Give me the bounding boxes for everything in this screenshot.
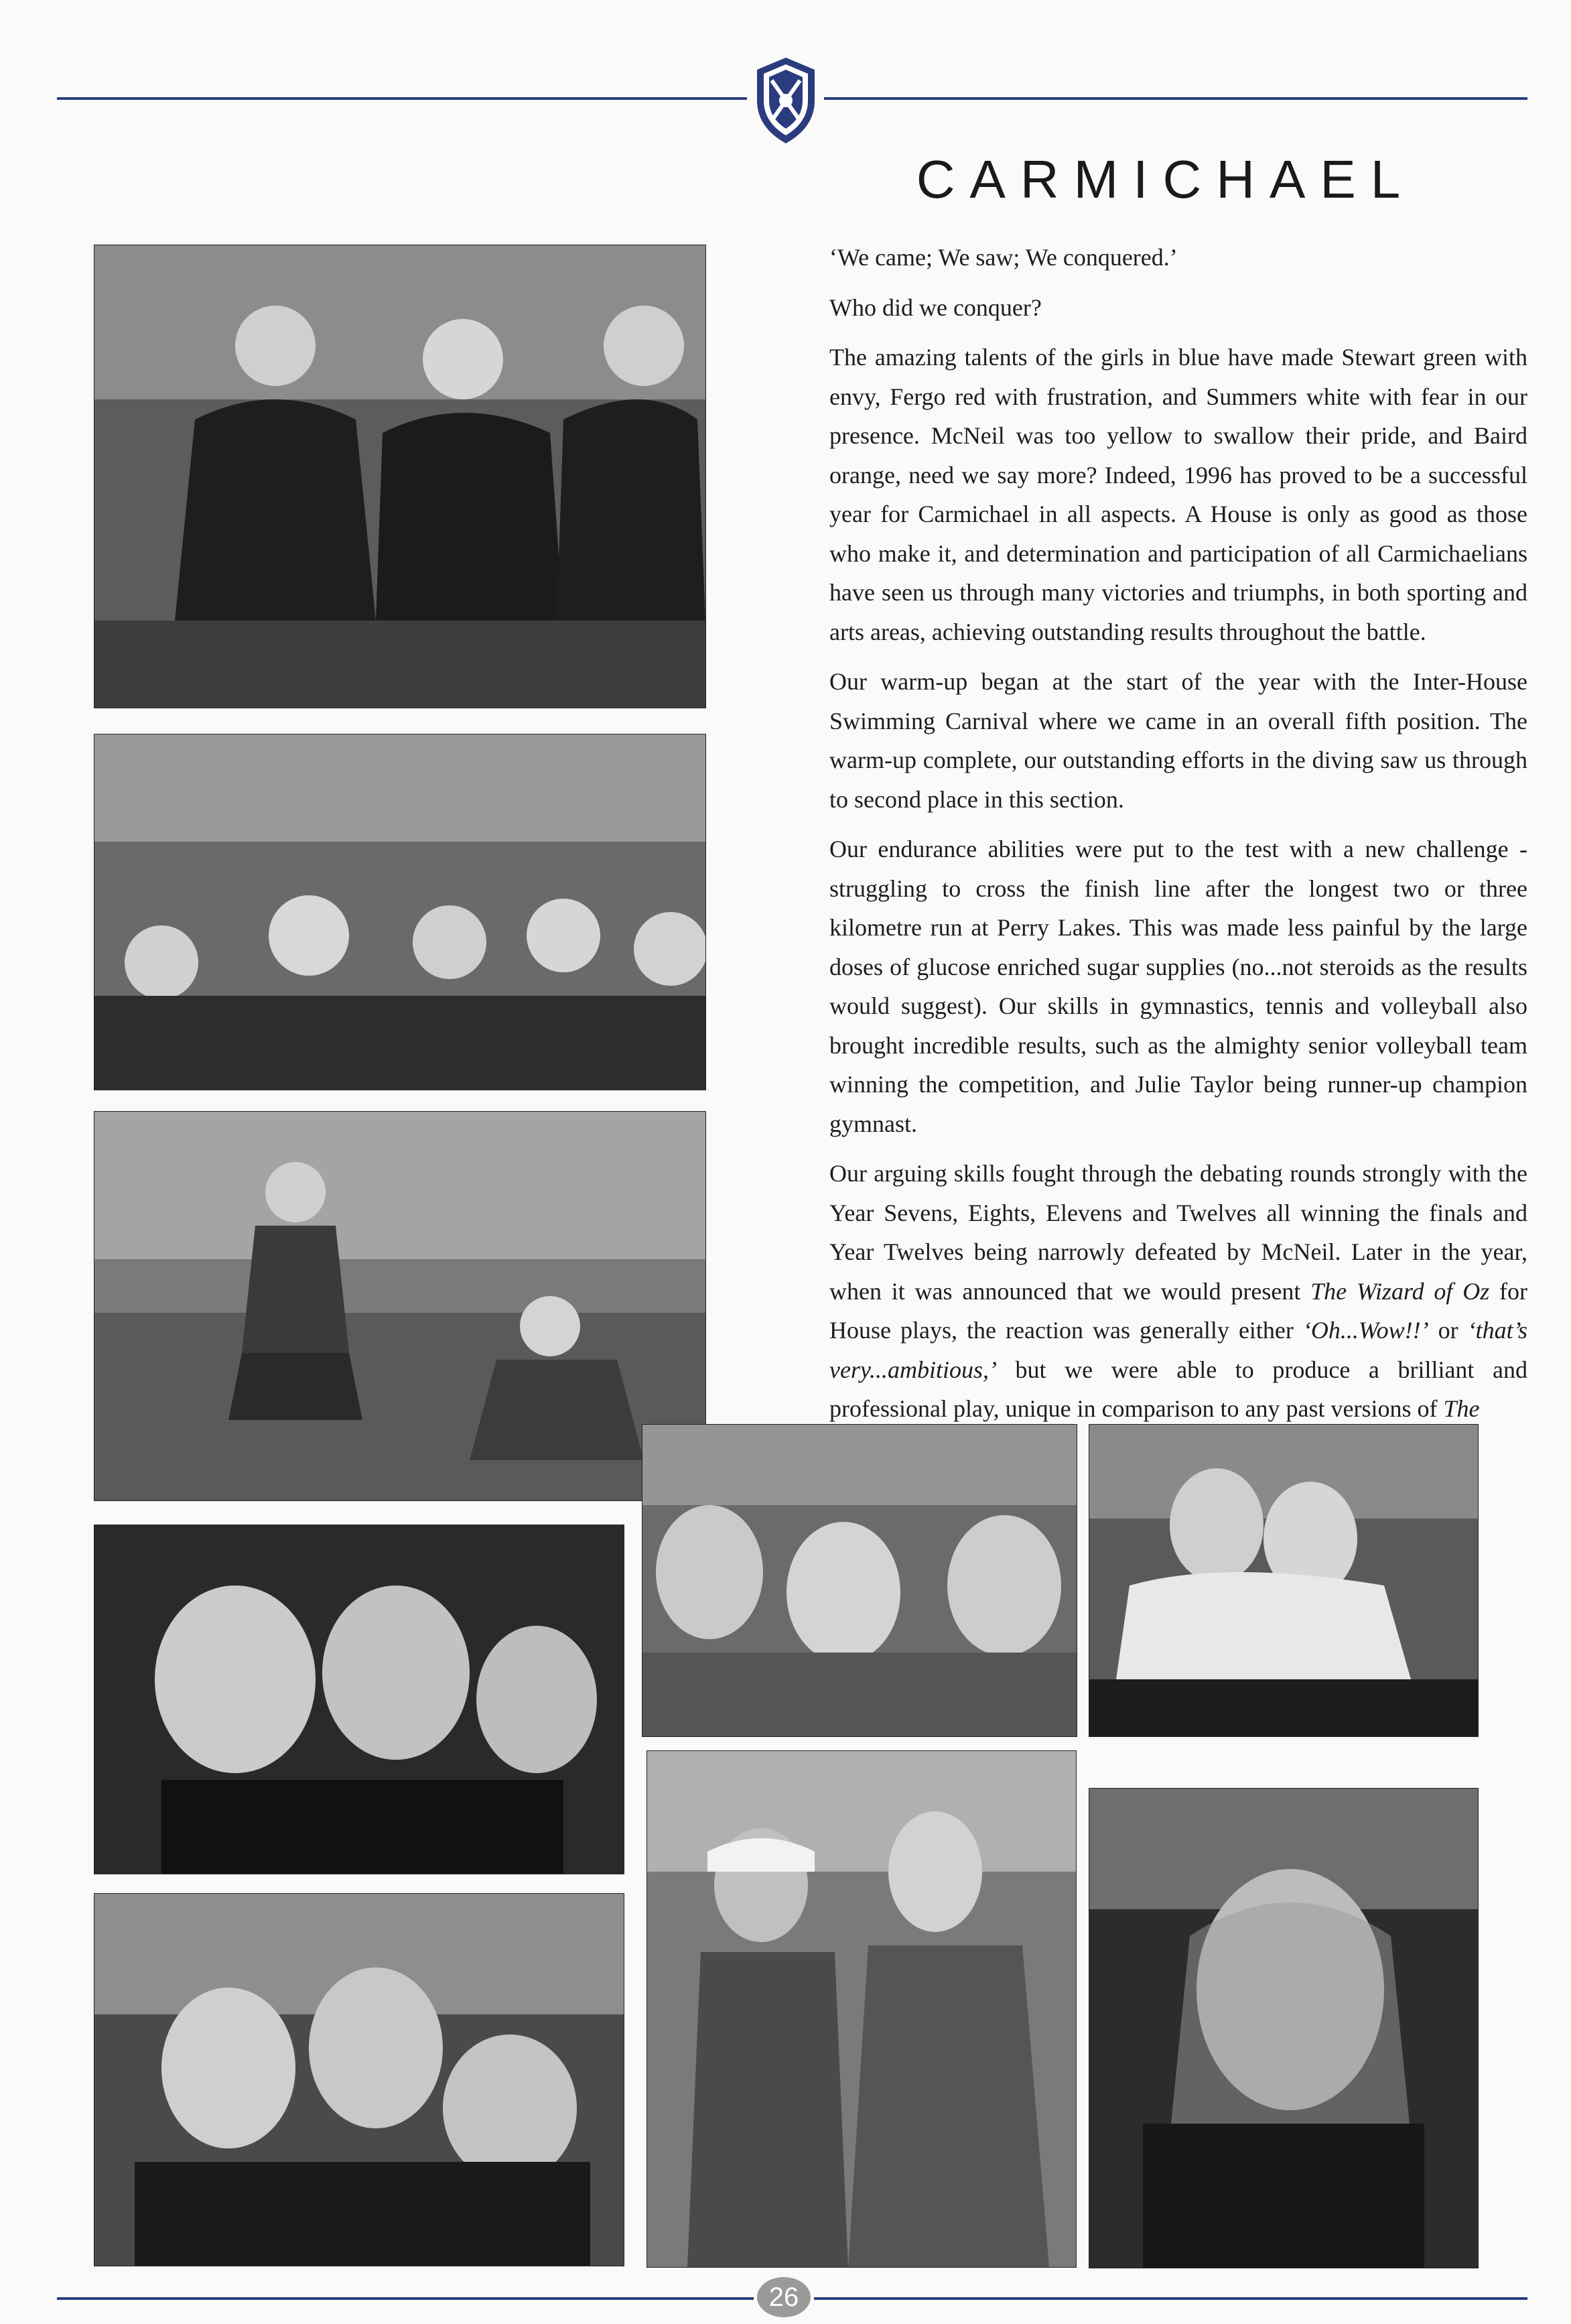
photo-two-girls-embrace	[1089, 1424, 1479, 1737]
photo-girl-portrait	[1089, 1788, 1479, 2268]
paragraph: ‘We came; We saw; We conquered.’	[829, 244, 1178, 271]
paragraph: Who did we conquer?	[829, 294, 1042, 321]
header-rule-left	[57, 97, 747, 100]
photo-three-girls-uniform	[94, 245, 706, 708]
photo-girls-stands	[642, 1424, 1077, 1737]
school-crest-icon	[749, 54, 823, 147]
photo-swimmers-three	[94, 1525, 624, 1874]
photo-girls-outdoors	[94, 1111, 706, 1501]
footer-rule-left	[57, 2297, 754, 2300]
page-number: 26	[757, 2277, 811, 2317]
paragraph: Our warm-up began at the start of the year with the Inter-House Swimming Carnival where we came in an overall fifth position. The warm-up complete, our outstanding efforts in the diving saw us through to second place in this section.	[829, 668, 1527, 813]
photo-swimmers-pool	[94, 1893, 624, 2266]
paragraph: Our endurance abilities were put to the test with a new challenge - struggling to cross the finish line after the longest two or three kilometre run at Perry Lakes. This was made less painful by the large doses of glucose enriched sugar supplies (no...not steroids as the results would suggest). Our skills in gymnastics, tennis and volleyball also brought incredible results, such as the almighty senior volleyball team winning the competition, and Julie Taylor being runner-up champion gymnast.	[829, 836, 1527, 1137]
article-body	[829, 238, 1527, 1439]
paragraph-last: Our arguing skills fought through the debating rounds strongly with the Year Sevens, Eights, Elevens and Twelves all winning the finals and Year Twelves being narrowly defeated by McNeil. Later in the year, when it was announced that we would present The Wizard of Oz for House plays, the reaction was generally either ‘Oh...Wow!!’ or ‘that’s very...ambitious,’ but we were able to produce a brilliant and professional play, unique in comparison to any past versions of The	[829, 1160, 1528, 1422]
footer-rule-right	[814, 2297, 1527, 2300]
photo-girls-grandstand	[94, 734, 706, 1090]
paragraph: The amazing talents of the girls in blue have made Stewart green with envy, Fergo red with frustration, and Summers white with fear in our presence. McNeil was too yellow to swallow their pride, and Baird orange, need we say more? Indeed, 1996 has proved to be a successful year for Carmichael in all aspects. A House is only as good as those who make it, and determination and participation of all Carmichaelians have seen us through many victories and triumphs, in both sporting and arts areas, achieving outstanding results throughout the battle.	[829, 344, 1527, 645]
page-title: CARMICHAEL	[916, 149, 1416, 209]
photo-girls-tennis	[646, 1750, 1077, 2268]
header-rule-right	[824, 97, 1527, 100]
